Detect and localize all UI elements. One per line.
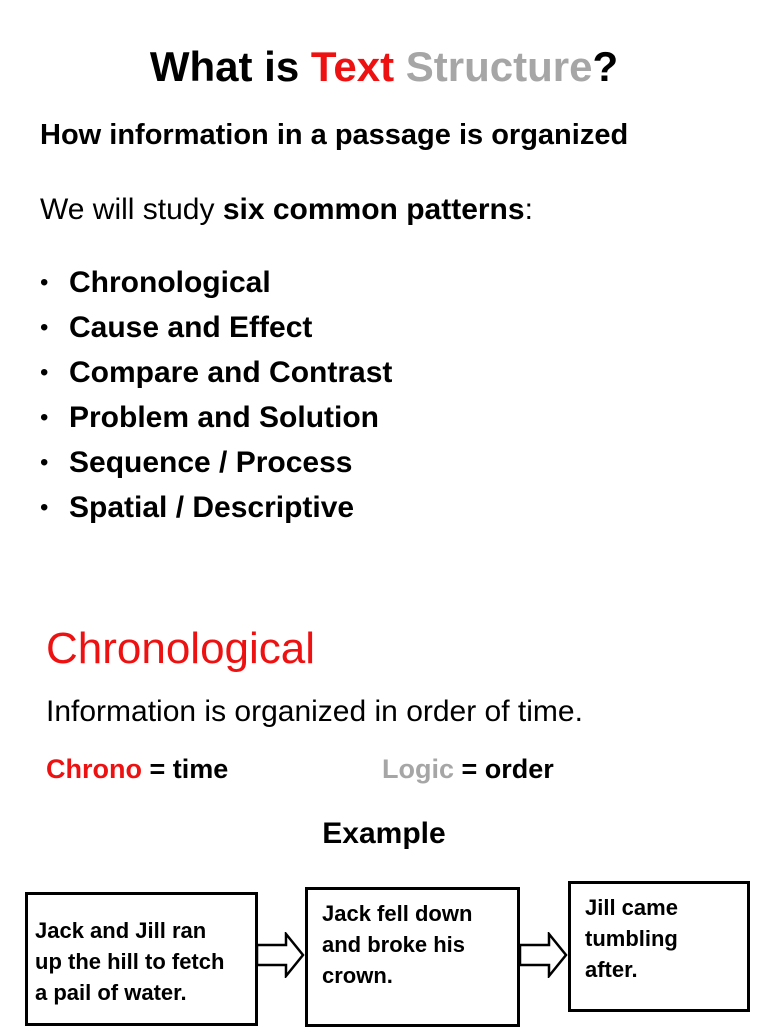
example-box-1	[25, 892, 258, 1026]
section-definition: Information is organized in order of time.	[46, 695, 583, 728]
chrono-word: Chrono	[46, 754, 142, 784]
subtitle: How information in a passage is organized	[40, 119, 629, 151]
bullet-icon: •	[40, 494, 49, 521]
pattern-label: Sequence / Process	[69, 446, 353, 479]
intro-prefix: We will study	[40, 193, 223, 226]
logic-word: Logic	[382, 754, 454, 784]
list-item	[40, 440, 392, 485]
title-part-text: Text	[310, 43, 395, 90]
intro-emphasis: six common patterns	[222, 193, 525, 226]
bullet-icon: •	[40, 314, 49, 341]
bullet-icon: •	[40, 449, 49, 476]
intro-suffix: :	[524, 193, 533, 226]
box-line: Jack fell down	[322, 901, 473, 926]
list-item	[40, 395, 392, 440]
list-item	[40, 485, 392, 530]
chrono-meaning: = time	[141, 754, 229, 784]
intro-sentence	[40, 191, 533, 229]
bullet-icon: •	[40, 359, 49, 386]
list-item	[40, 260, 392, 305]
bullet-icon: •	[40, 269, 49, 296]
list-item	[40, 350, 392, 395]
pattern-list	[40, 260, 392, 530]
box-line: Jack and Jill ran	[35, 918, 207, 943]
pattern-label: Chronological	[69, 266, 271, 299]
box-line: and broke his	[322, 932, 466, 957]
right-arrow-icon	[519, 932, 569, 978]
logic-meaning: = order	[454, 754, 554, 784]
pattern-label: Problem and Solution	[69, 401, 380, 434]
example-label: Example	[322, 817, 446, 850]
pattern-label: Spatial / Descriptive	[69, 491, 355, 524]
title-part-what-is: What is	[149, 43, 311, 90]
logic-definition	[382, 752, 554, 786]
slide-title	[0, 42, 768, 92]
right-arrow-icon	[256, 932, 306, 978]
box-line: Jill came	[585, 895, 678, 920]
box-line: tumbling	[585, 926, 678, 951]
chrono-definition	[46, 752, 228, 786]
bullet-icon: •	[40, 404, 49, 431]
box-line: after.	[585, 957, 638, 982]
box-line: a pail of water.	[35, 980, 187, 1005]
example-box-3	[568, 881, 750, 1012]
section-heading: Chronological	[46, 624, 316, 673]
example-box-2	[305, 887, 520, 1027]
list-item	[40, 305, 392, 350]
box-line: crown.	[322, 963, 393, 988]
title-part-structure: Structure	[394, 43, 593, 90]
pattern-label: Compare and Contrast	[69, 356, 393, 389]
pattern-label: Cause and Effect	[69, 311, 313, 344]
title-part-question-mark: ?	[592, 43, 619, 90]
box-line: up the hill to fetch	[35, 949, 225, 974]
